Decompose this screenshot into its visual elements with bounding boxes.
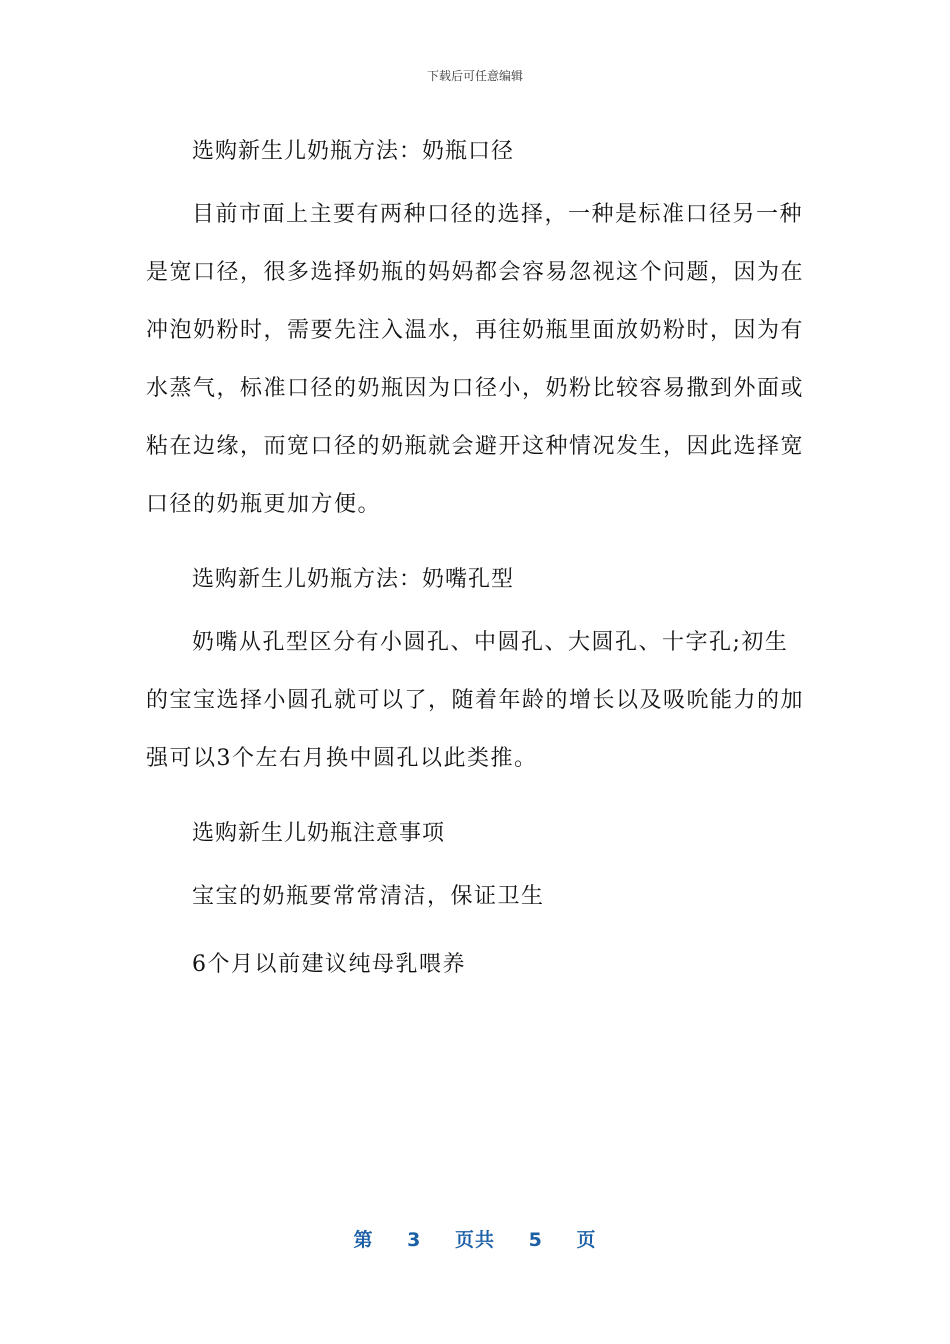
section-paragraph: 目前市面上主要有两种口径的选择，一种是标准口径另一种是宽口径，很多选择奶瓶的妈妈都会容易忽视这个问题，因为在冲泡奶粉时，需要先注入温水，再往奶瓶里面放奶粉时，因为有水蒸气，标准口径的奶瓶因为口径小，奶粉比较容易撒到外面或粘在边缘，而宽口径的奶瓶就会避开这种情况发生，因此选择宽口径的奶瓶更加方便。 bbox=[146, 202, 805, 517]
footer-prefix: 第 bbox=[353, 1229, 374, 1251]
footer-suffix: 页 bbox=[576, 1229, 597, 1251]
section-heading: 选购新生儿奶瓶注意事项 bbox=[192, 821, 446, 846]
document-body bbox=[146, 128, 806, 994]
header-note: 下载后可任意编辑 bbox=[426, 69, 523, 83]
total-pages-number: 5 bbox=[528, 1229, 543, 1251]
list-item: 宝宝的奶瓶要常常清洁，保证卫生 bbox=[192, 884, 545, 909]
section-paragraph: 奶嘴从孔型区分有小圆孔、中圆孔、大圆孔、十字孔;初生的宝宝选择小圆孔就可以了，随着年龄的增长以及吸吮能力的加强可以3个左右月换中圆孔以此类推。 bbox=[146, 630, 805, 771]
footer-middle: 页共 bbox=[454, 1229, 495, 1251]
list-item: 6个月以前建议纯母乳喂养 bbox=[192, 952, 466, 977]
section-heading: 选购新生儿奶瓶方法：奶嘴孔型 bbox=[192, 567, 515, 592]
current-page-number: 3 bbox=[407, 1229, 422, 1251]
page-footer bbox=[0, 1225, 950, 1252]
section-heading: 选购新生儿奶瓶方法：奶瓶口径 bbox=[192, 139, 515, 164]
